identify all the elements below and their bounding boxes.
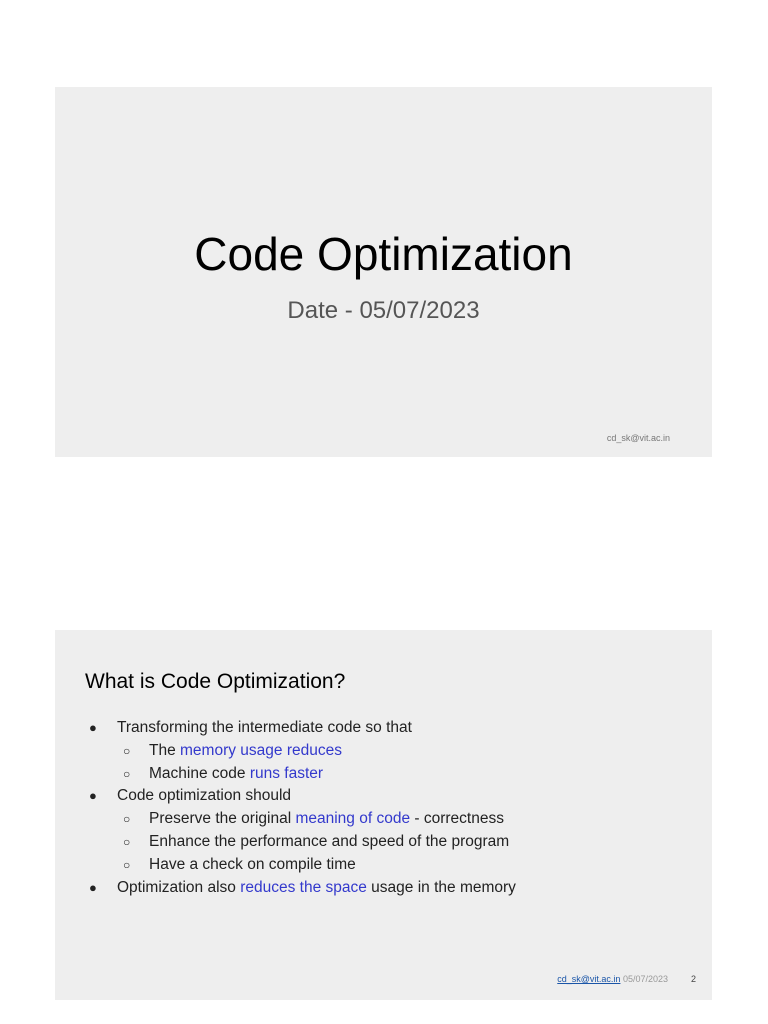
sub-list-item: [87, 763, 687, 786]
footer-date: 05/07/2023: [622, 974, 668, 984]
bullet-dot-icon: ●: [89, 720, 97, 735]
list-item-text: Preserve the original: [149, 810, 296, 828]
list-item-text: Code optimization should: [117, 787, 292, 805]
title-slide: [55, 87, 712, 457]
bullet-circle-icon: ○: [123, 812, 131, 827]
sub-list-item: [87, 854, 687, 877]
list-item: [87, 717, 687, 740]
bullet-circle-icon: ○: [123, 834, 131, 849]
list-item-text: The: [149, 741, 181, 759]
list-item: [87, 785, 687, 808]
highlighted-text: runs faster: [249, 764, 324, 782]
sub-list-item: [87, 740, 687, 763]
sub-list-item: [87, 831, 687, 854]
list-item-text: Have a check on compile time: [149, 855, 356, 873]
slide-heading: What is Code Optimization?: [85, 670, 346, 693]
footer-email-link[interactable]: cd_sk@vit.ac.in: [557, 974, 621, 984]
list-item-text: Transforming the intermediate code so that: [117, 719, 412, 736]
list-item-text: Machine code: [149, 764, 250, 782]
highlighted-text: memory usage reduces: [180, 741, 342, 759]
highlighted-text: meaning of code: [295, 810, 411, 828]
list-item-text: Enhance the performance and speed of the program: [149, 832, 510, 850]
page-number: 2: [690, 974, 696, 984]
list-item-text: Optimization also: [117, 878, 241, 896]
list-item-text: usage in the memory: [366, 878, 516, 896]
sub-list-item: [87, 808, 687, 831]
slide-title: Code Optimization: [194, 228, 573, 280]
slide-subtitle: Date - 05/07/2023: [287, 297, 480, 324]
bullet-circle-icon: ○: [123, 743, 131, 758]
bullet-list: [87, 717, 687, 899]
bullet-dot-icon: ●: [89, 879, 97, 895]
list-item-text: - correctness: [410, 810, 504, 828]
content-slide: [55, 630, 712, 1000]
bullet-circle-icon: ○: [123, 857, 131, 872]
bullet-circle-icon: ○: [123, 766, 131, 781]
highlighted-text: reduces the space: [240, 878, 367, 896]
slide-footer: [557, 973, 668, 985]
bullet-dot-icon: ●: [89, 788, 97, 804]
slide-footer-email: cd_sk@vit.ac.in: [606, 433, 670, 443]
list-item: [87, 877, 687, 900]
